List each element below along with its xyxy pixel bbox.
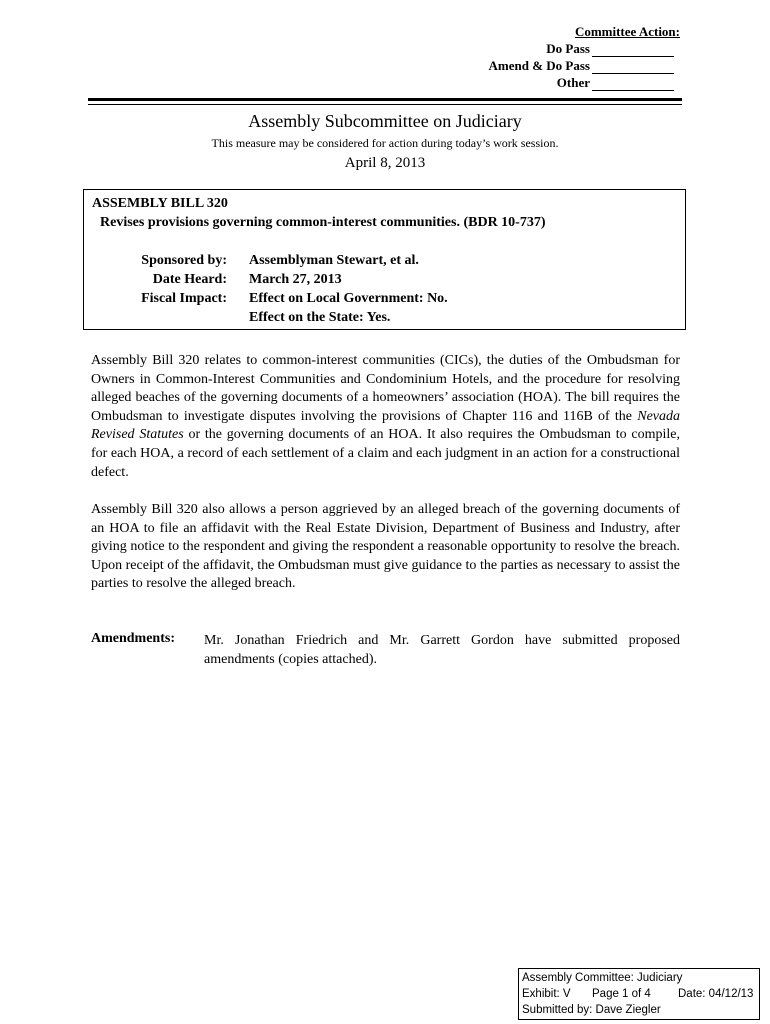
committee-action-title: Committee Action:	[574, 24, 680, 39]
committee-action-amend-do-pass	[460, 58, 674, 74]
exhibit-page: Page 1 of 4	[592, 988, 651, 1000]
document-date: April 8, 2013	[344, 155, 426, 171]
fiscal-impact-state: Effect on the State: Yes.	[249, 310, 391, 325]
sponsored-by-label: Sponsored by:	[141, 253, 227, 268]
body-paragraph-1	[91, 352, 680, 482]
p1-statute-name: Nevada Revised Statutes	[91, 408, 680, 443]
amend-do-pass-label: Amend & Do Pass	[488, 58, 590, 73]
date-heard-value: March 27, 2013	[249, 272, 342, 287]
p1-text-end: or the governing documents of an HOA. It also requires the Ombudsman to compile, for each HOA, a record of each settlement of a claim and each judgment in an action for a constructional defect.	[91, 427, 680, 480]
do-pass-blank	[592, 44, 674, 57]
amend-do-pass-blank	[592, 61, 674, 74]
p1-text-start: Assembly Bill 320 relates to common-interest communities (CICs), the duties of the Ombudsman for Owners in Common-Interest Communities and Condominium Hotels, and the procedure for resolving alleged beaches of the governing documents of a homeowners’ association (HOA). The bill requires the Ombudsman to investigate disputes involving the provisions of Chapter 116 and 116B of the	[91, 353, 680, 424]
exhibit-id: Exhibit: V	[522, 988, 571, 1000]
document-subtitle: This measure may be considered for action during today’s work session.	[211, 136, 559, 150]
exhibit-date: Date: 04/12/13	[678, 988, 754, 1000]
exhibit-stamp	[518, 968, 760, 1020]
header-rule-thin	[88, 104, 682, 105]
exhibit-submitted-by: Submitted by: Dave Ziegler	[522, 1004, 661, 1016]
date-heard-label: Date Heard:	[152, 272, 227, 287]
other-label: Other	[556, 75, 590, 90]
committee-action-do-pass	[460, 41, 674, 57]
exhibit-committee: Assembly Committee: Judiciary	[522, 972, 683, 984]
body-paragraph-2: Assembly Bill 320 also allows a person aggrieved by an alleged breach of the governing documents of an HOA to file an affidavit with the Real Estate Division, Department of Business and Industry, after giving notice to the respondent and giving the respondent a reasonable opportunity to resolve the breach. Upon receipt of the affidavit, the Ombudsman must give guidance to the parties as necessary to assist the parties to resolve the alleged breach.	[91, 502, 680, 592]
bill-number: ASSEMBLY BILL 320	[92, 196, 228, 211]
other-blank	[592, 78, 674, 91]
committee-action-other	[460, 75, 674, 91]
sponsored-by-value: Assemblyman Stewart, et al.	[249, 253, 419, 268]
amendments-text: Mr. Jonathan Friedrich and Mr. Garrett Gordon have submitted proposed amendments (copies attached).	[204, 633, 680, 667]
fiscal-impact-local: Effect on Local Government: No.	[249, 291, 448, 306]
exhibit-details-row	[522, 986, 756, 1002]
fiscal-impact-label: Fiscal Impact:	[141, 291, 227, 306]
bill-description: Revises provisions governing common-interest communities. (BDR 10-737)	[100, 215, 546, 230]
header-rule-thick	[88, 98, 682, 101]
do-pass-label: Do Pass	[546, 41, 590, 56]
document-title: Assembly Subcommittee on Judiciary	[248, 111, 522, 131]
amendments-label: Amendments:	[91, 631, 175, 646]
